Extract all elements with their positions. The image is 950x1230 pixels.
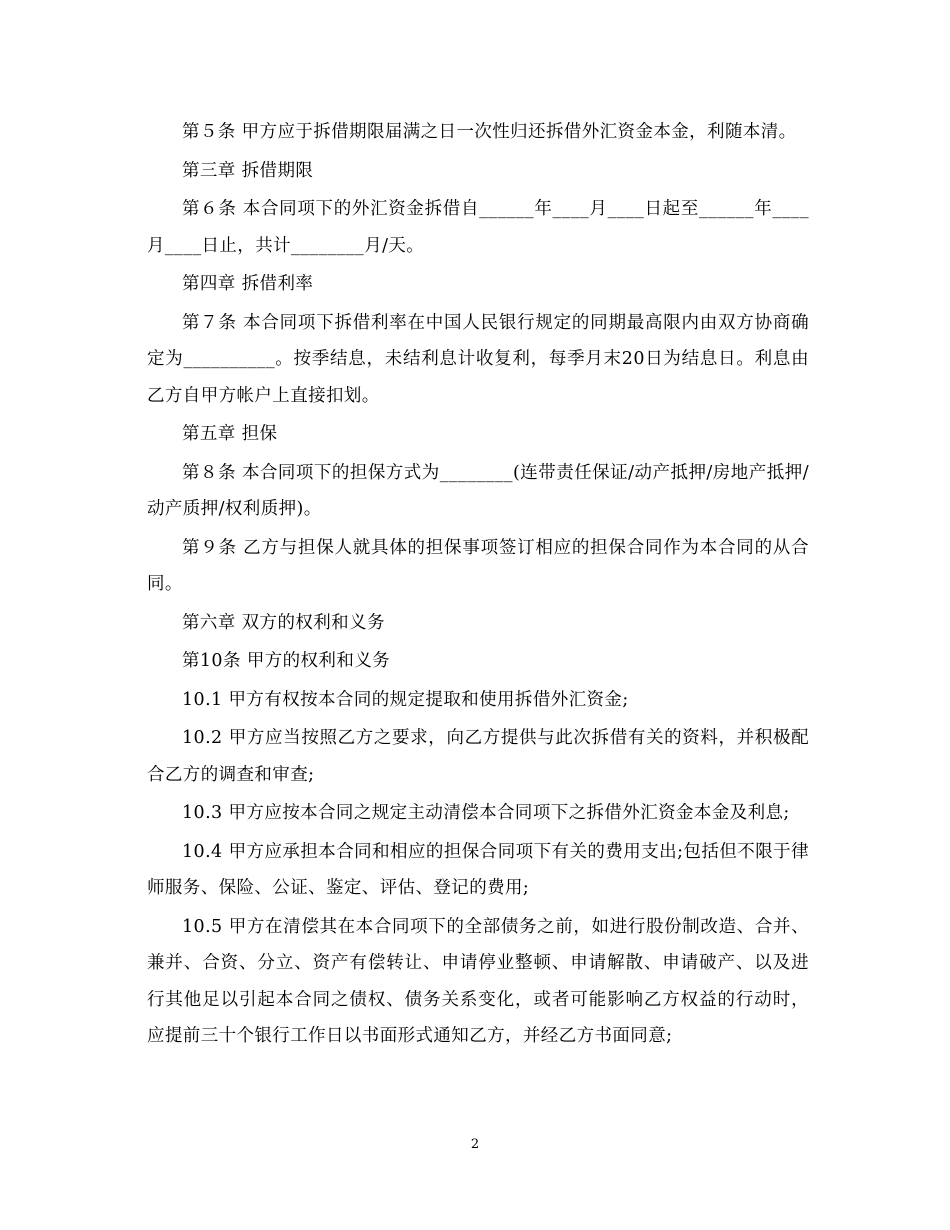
paragraph-article-5: 第５条 甲方应于拆借期限届满之日一次性归还拆借外汇资金本金，利随本清。 <box>182 122 797 142</box>
chapter-heading-4: 第四章 拆借利率 <box>182 274 314 294</box>
paragraph-clause-10-2: 10.2 甲方应当按照乙方之要求，向乙方提供与此次拆借有关的资料，并积极配合乙方的调查和审查; <box>147 728 809 785</box>
paragraph-article-7: 第７条 本合同项下拆借利率在中国人民银行规定的同期最高限内由双方协商确定为__________。按季结息，未结利息计收复利，每季月末20日为结息日。利息由乙方自甲方帐户上直接扣划。 <box>147 312 809 406</box>
chapter-heading-6: 第六章 双方的权利和义务 <box>182 612 385 633</box>
chapter-heading-5: 第五章 担保 <box>182 424 278 444</box>
document-body <box>147 114 809 1057</box>
paragraph-clause-10-3: 10.3 甲方应按本合同之规定主动清偿本合同项下之拆借外汇资金本金及利息; <box>182 803 790 823</box>
paragraph-clause-10-5: 10.5 甲方在清偿其在本合同项下的全部债务之前，如进行股份制改造、合并、兼并、合资、分立、资产有偿转让、申请停业整顿、申请解散、申请破产、以及进行其他足以引起本合同之债权、债务关系变化，或者可能影响乙方权益的行动时，应提前三十个银行工作日以书面形式通知乙方，并经乙方书面同意; <box>147 916 809 1046</box>
paragraph-article-9: 第９条 乙方与担保人就具体的担保事项签订相应的担保合同作为本合同的从合同。 <box>147 537 809 594</box>
paragraph-article-6: 第６条 本合同项下的外汇资金拆借自______年____月____日起至______年____月____日止，共计________月/天。 <box>147 199 809 256</box>
paragraph-article-8: 第８条 本合同项下的担保方式为________(连带责任保证/动产抵押/房地产抵押/动产质押/权利质押)。 <box>147 462 809 519</box>
page-number: 2 <box>470 1137 480 1152</box>
paragraph-article-10: 第10条 甲方的权利和义务 <box>182 651 391 671</box>
paragraph-clause-10-1: 10.1 甲方有权按本合同的规定提取和使用拆借外汇资金; <box>182 689 629 710</box>
paragraph-clause-10-4: 10.4 甲方应承担本合同和相应的担保合同项下有关的费用支出;包括但不限于律师服务、保险、公证、鉴定、评估、登记的费用; <box>147 841 809 898</box>
chapter-heading-3: 第三章 拆借期限 <box>182 160 314 181</box>
